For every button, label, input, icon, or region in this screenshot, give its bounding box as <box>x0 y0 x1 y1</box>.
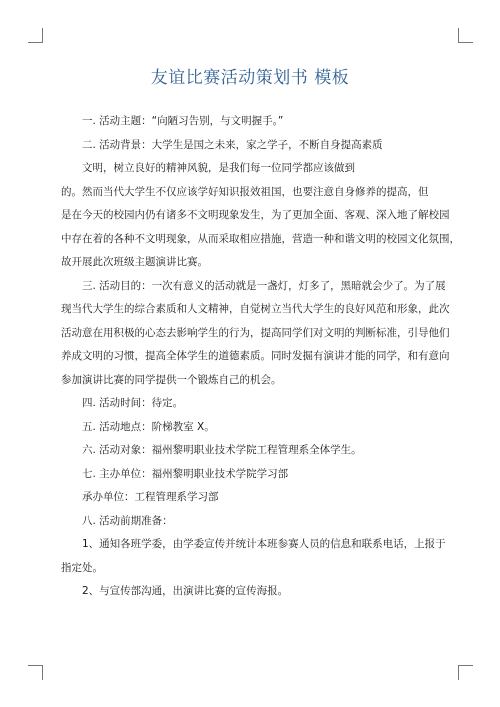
body-line: 是在今天的校园内仍有诸多不文明现象发生，为了更加全面、客观、深入地了解校园 <box>61 209 450 221</box>
document-title: 友谊比赛活动策划书 模板 <box>150 68 350 88</box>
body-line: 现当代大学生的综合素质和人文精神，自觉树立当代大学生的良好风范和形象，此次 <box>61 303 450 315</box>
body-line: 文明，树立良好的精神风貌，是我们每一位同学都应该做到 <box>82 162 355 174</box>
body-line: 2、与宣传部沟通，出演讲比赛的宣传海报。 <box>82 585 289 597</box>
body-line: 养成文明的习惯，提高全体学生的道德素质。同时发掘有演讲才能的同学，和有意向 <box>61 350 450 362</box>
crop-mark-top-right <box>458 28 473 43</box>
body-line: 五. 活动地点：阶梯教室 X。 <box>82 420 215 433</box>
body-line: 故开展此次班级主题演讲比赛。 <box>61 256 208 268</box>
body-line: 二. 活动背景：大学生是国之未来，家之学子，不断自身提高素质 <box>82 138 383 151</box>
document-body <box>61 110 460 604</box>
crop-mark-top-left <box>28 28 43 43</box>
body-line: 三. 活动目的：一次有意义的活动就是一盏灯，灯多了，黑暗就会少了。为了展 <box>82 279 446 292</box>
body-line: 的。然而当代大学生不仅应该学好知识报效祖国，也要注意自身修养的提高，但 <box>61 185 429 198</box>
body-line: 承办单位：工程管理系学习部 <box>82 491 219 503</box>
body-line: 四. 活动时间：待定。 <box>82 397 184 409</box>
crop-mark-bottom-left <box>28 665 43 680</box>
body-line: 七. 主办单位：福州黎明职业技术学院学习部 <box>82 467 289 480</box>
body-line: 1、通知各班学委，由学委宣传并统计本班参赛人员的信息和联系电话，上报于 <box>82 538 446 550</box>
body-line: 六. 活动对象：福州黎明职业技术学院工程管理系全体学生。 <box>82 444 362 456</box>
body-line: 八. 活动前期准备： <box>82 514 173 527</box>
body-line: 指定处。 <box>61 561 103 574</box>
body-line: 活动意在用积极的心态去影响学生的行为，提高同学们对文明的判断标准，引导他们 <box>61 326 450 339</box>
body-line: 中存在着的各种不文明现象，从而采取相应措施，营造一种和谐文明的校园文化氛围， <box>61 232 460 245</box>
body-line: 参加演讲比赛的同学提供一个锻炼自己的机会。 <box>61 373 282 386</box>
body-line: 一. 活动主题：“向陋习告别，与文明握手。” <box>82 115 284 127</box>
crop-mark-bottom-right <box>458 665 473 680</box>
